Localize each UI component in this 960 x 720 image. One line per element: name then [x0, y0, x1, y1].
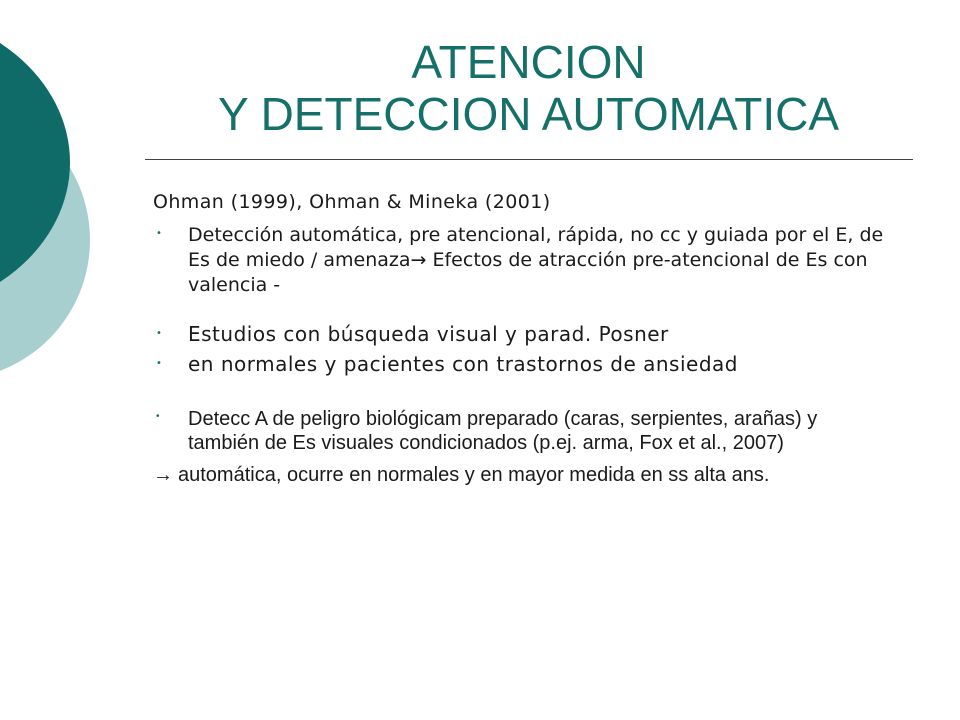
bullet-text-continued: Efectos de atracción pre-atencional de Es con valencia -: [188, 249, 868, 296]
reference-line: Ohman (1999), Ohman & Mineka (2001): [153, 191, 551, 213]
bullet-text: Detección automática, pre atencional, rápida, no cc y guiada por el E, de Es de miedo / amenaza: [188, 224, 884, 271]
slide-title: [145, 36, 912, 140]
title-line-2: Y DETECCION AUTOMATICA: [217, 88, 840, 140]
bullet-item: [153, 322, 893, 347]
arrow-icon: →: [410, 249, 427, 271]
conclusion-text: automática, ocurre en normales y en mayor medida en ss alta ans.: [178, 464, 770, 486]
bullet-item: [153, 407, 893, 455]
bullet-icon: •: [156, 328, 163, 339]
bullet-icon: •: [156, 228, 162, 239]
bullet-text: Detecc A de peligro biológicam preparado (caras, serpientes, arañas) y también de Es visuales condicionados (p.ej. arma, Fox et al., 2007): [188, 408, 818, 454]
bullet-icon: •: [156, 358, 163, 369]
bullet-text: en normales y pacientes con trastornos de ansiedad: [188, 352, 738, 376]
title-line-1: ATENCION: [411, 36, 646, 88]
bullet-text: Estudios con búsqueda visual y parad. Posner: [188, 322, 669, 346]
conclusion-line: [153, 461, 893, 489]
bullet-item: [153, 223, 893, 298]
bullet-icon: •: [156, 411, 160, 422]
arrow-icon: →: [153, 464, 173, 486]
bullet-item: [153, 352, 893, 377]
title-divider: [145, 159, 913, 160]
slide-content: [153, 190, 893, 489]
